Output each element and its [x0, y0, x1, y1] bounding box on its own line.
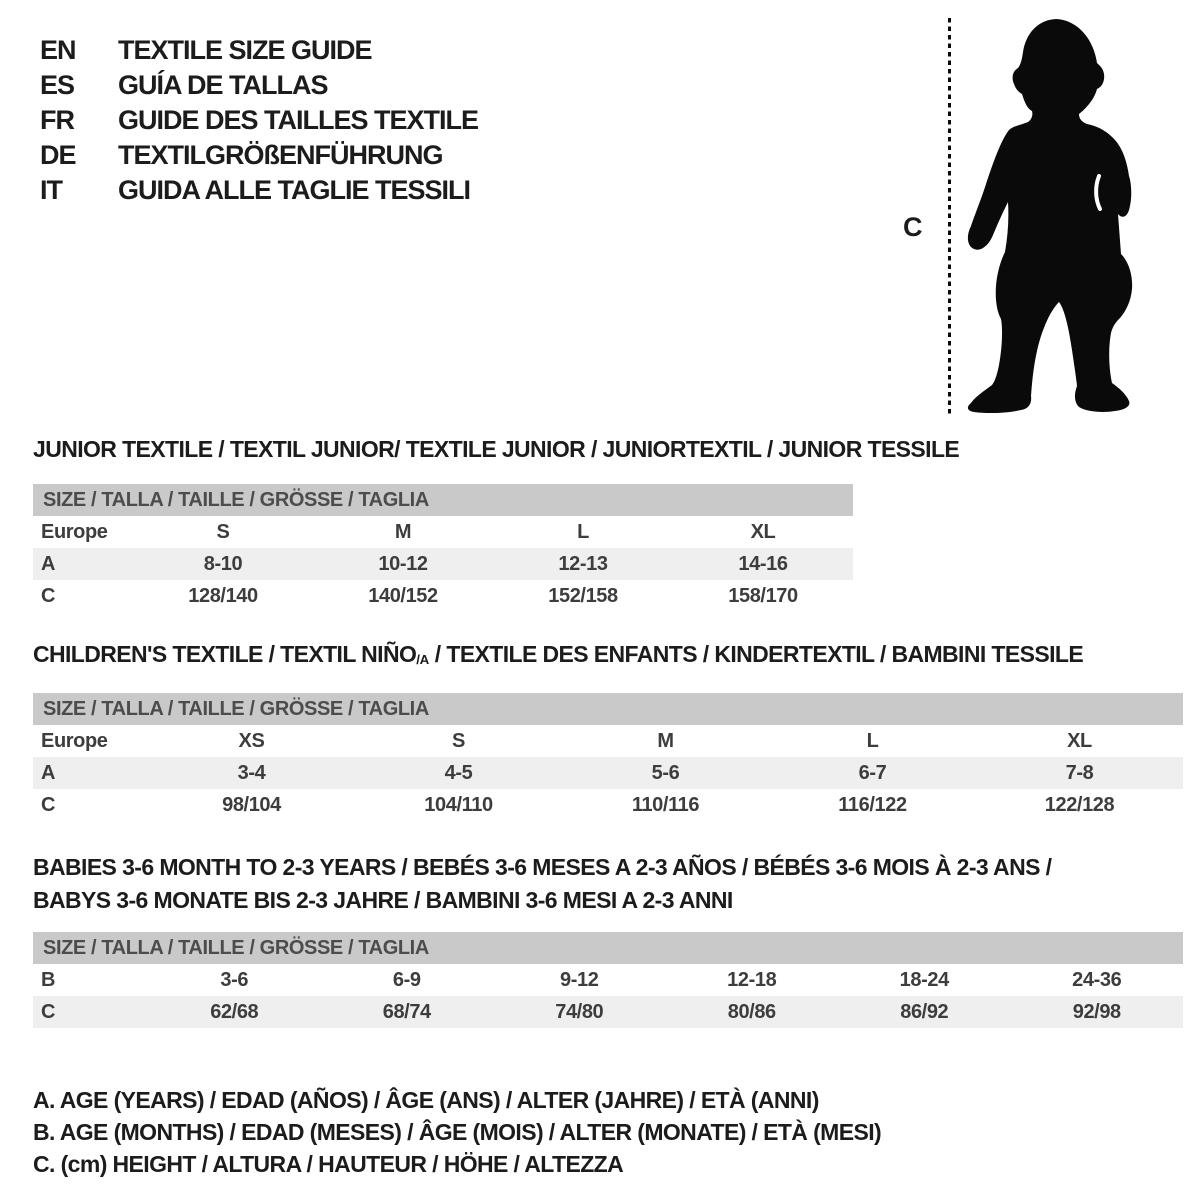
size-cell: M — [657, 730, 674, 752]
size-cell: 8-10 — [203, 553, 243, 575]
size-cell: 10-12 — [378, 553, 428, 575]
size-cell: 18-24 — [899, 969, 949, 991]
language-label: TEXTILE SIZE GUIDE — [118, 35, 372, 65]
language-code: ES — [40, 70, 75, 100]
size-cell: M — [394, 521, 412, 543]
size-table-row — [33, 516, 853, 548]
section-title-junior: JUNIOR TEXTILE / TEXTIL JUNIOR/ TEXTILE JUNIOR / JUNIORTEXTIL / JUNIOR TESSILE — [33, 436, 960, 462]
row-label: Europe — [41, 730, 108, 752]
section-title-children — [33, 641, 1183, 673]
size-cell: 9-12 — [560, 969, 599, 991]
size-cell: S — [216, 521, 230, 543]
row-label: Europe — [41, 521, 108, 543]
size-table-children — [33, 693, 1183, 821]
size-cell: 128/140 — [188, 585, 258, 607]
section-title-text: / TEXTILE DES ENFANTS / KINDERTEXTIL / BAMBINI TESSILE — [429, 641, 1084, 667]
section-title-text: CHILDREN'S TEXTILE / TEXTIL NIÑO — [33, 641, 417, 667]
size-cell: 24-36 — [1072, 969, 1122, 991]
toddler-silhouette-image — [962, 13, 1136, 420]
height-measure-dashed-line — [948, 18, 951, 415]
language-label: GUIDE DES TAILLES TEXTILE — [118, 105, 479, 135]
size-cell: 3-4 — [237, 762, 266, 784]
size-cell: 140/152 — [368, 585, 438, 607]
language-label: TEXTILGRÖßENFÜHRUNG — [118, 140, 443, 170]
size-guide-content — [33, 436, 1183, 1180]
size-table-row — [33, 789, 1183, 821]
size-cell: 152/158 — [548, 585, 618, 607]
size-cell: 110/116 — [631, 794, 700, 816]
language-row — [40, 68, 478, 103]
size-table-row — [33, 580, 853, 612]
size-header-bar: SIZE / TALLA / TAILLE / GRÖSSE / TAGLIA — [33, 932, 1183, 964]
language-code: IT — [40, 175, 62, 205]
size-cell: 6-9 — [392, 969, 421, 991]
language-label: GUIDA ALLE TAGLIE TESSILI — [118, 175, 470, 205]
size-cell: 7-8 — [1065, 762, 1094, 784]
size-table-body — [33, 725, 1183, 821]
size-cell: 104/110 — [424, 794, 493, 816]
row-label: C — [41, 794, 56, 816]
size-cell: 14-16 — [738, 553, 788, 575]
section-title-line1: BABIES 3-6 MONTH TO 2-3 YEARS / BEBÉS 3-6 MESES A 2-3 AÑOS / BÉBÉS 3-6 MOIS À 2-3 ANS / — [33, 854, 1052, 880]
size-table-row — [33, 757, 1183, 789]
language-title-block — [40, 33, 478, 208]
size-cell: 116/122 — [838, 794, 907, 816]
size-cell: 74/80 — [555, 1001, 604, 1023]
language-row — [40, 138, 478, 173]
row-label: A — [41, 553, 56, 575]
legend-line-age-years: A. AGE (YEARS) / EDAD (AÑOS) / ÂGE (ANS) / ALTER (JAHRE) / ETÀ (ANNI) — [33, 1087, 819, 1113]
size-table-row — [33, 964, 1183, 996]
size-cell: XL — [1067, 730, 1092, 752]
language-row — [40, 33, 478, 68]
size-table-row — [33, 548, 853, 580]
section-title-babies — [33, 851, 1183, 917]
language-row — [40, 173, 478, 208]
size-cell: 4-5 — [444, 762, 473, 784]
size-cell: L — [866, 730, 879, 752]
size-table-row — [33, 996, 1183, 1028]
size-cell: 68/74 — [382, 1001, 431, 1023]
size-cell: XS — [238, 730, 265, 752]
size-cell: 158/170 — [728, 585, 798, 607]
section-title-line2: BABYS 3-6 MONATE BIS 2-3 JAHRE / BAMBINI 3-6 MESI A 2-3 ANNI — [33, 887, 733, 913]
legend-line-height-cm: C. (cm) HEIGHT / ALTURA / HAUTEUR / HÖHE / ALTEZZA — [33, 1151, 624, 1177]
size-cell: 62/68 — [210, 1001, 259, 1023]
language-row — [40, 103, 478, 138]
row-label: C — [41, 585, 56, 607]
size-header-bar: SIZE / TALLA / TAILLE / GRÖSSE / TAGLIA — [33, 693, 1183, 725]
size-table-body — [33, 516, 853, 612]
language-code: EN — [40, 35, 76, 65]
size-cell: 98/104 — [222, 794, 281, 816]
size-cell: 86/92 — [900, 1001, 949, 1023]
size-cell: 6-7 — [858, 762, 887, 784]
height-measure-label: C — [903, 212, 923, 242]
language-code: FR — [40, 105, 74, 135]
legend-block — [33, 1084, 1183, 1180]
size-cell: 5-6 — [651, 762, 680, 784]
size-cell: 92/98 — [1072, 1001, 1121, 1023]
size-table-body — [33, 964, 1183, 1028]
row-label: A — [41, 762, 56, 784]
language-label: GUÍA DE TALLAS — [118, 70, 328, 100]
section-title-subscript: /A — [416, 652, 429, 667]
size-table-babies — [33, 932, 1183, 1028]
language-code: DE — [40, 140, 76, 170]
size-cell: XL — [750, 521, 776, 543]
size-cell: 12-13 — [558, 553, 608, 575]
size-cell: L — [577, 521, 589, 543]
legend-line-age-months: B. AGE (MONTHS) / EDAD (MESES) / ÂGE (MOIS) / ALTER (MONATE) / ETÀ (MESI) — [33, 1119, 882, 1145]
size-cell: 122/128 — [1044, 794, 1115, 816]
row-label: C — [41, 1001, 56, 1023]
size-cell: S — [452, 730, 465, 752]
size-cell: 3-6 — [220, 969, 249, 991]
size-table-row — [33, 725, 1183, 757]
row-label: B — [41, 969, 56, 991]
size-cell: 12-18 — [727, 969, 777, 991]
size-table-junior — [33, 484, 853, 612]
size-cell: 80/86 — [727, 1001, 776, 1023]
size-header-bar: SIZE / TALLA / TAILLE / GRÖSSE / TAGLIA — [33, 484, 853, 516]
